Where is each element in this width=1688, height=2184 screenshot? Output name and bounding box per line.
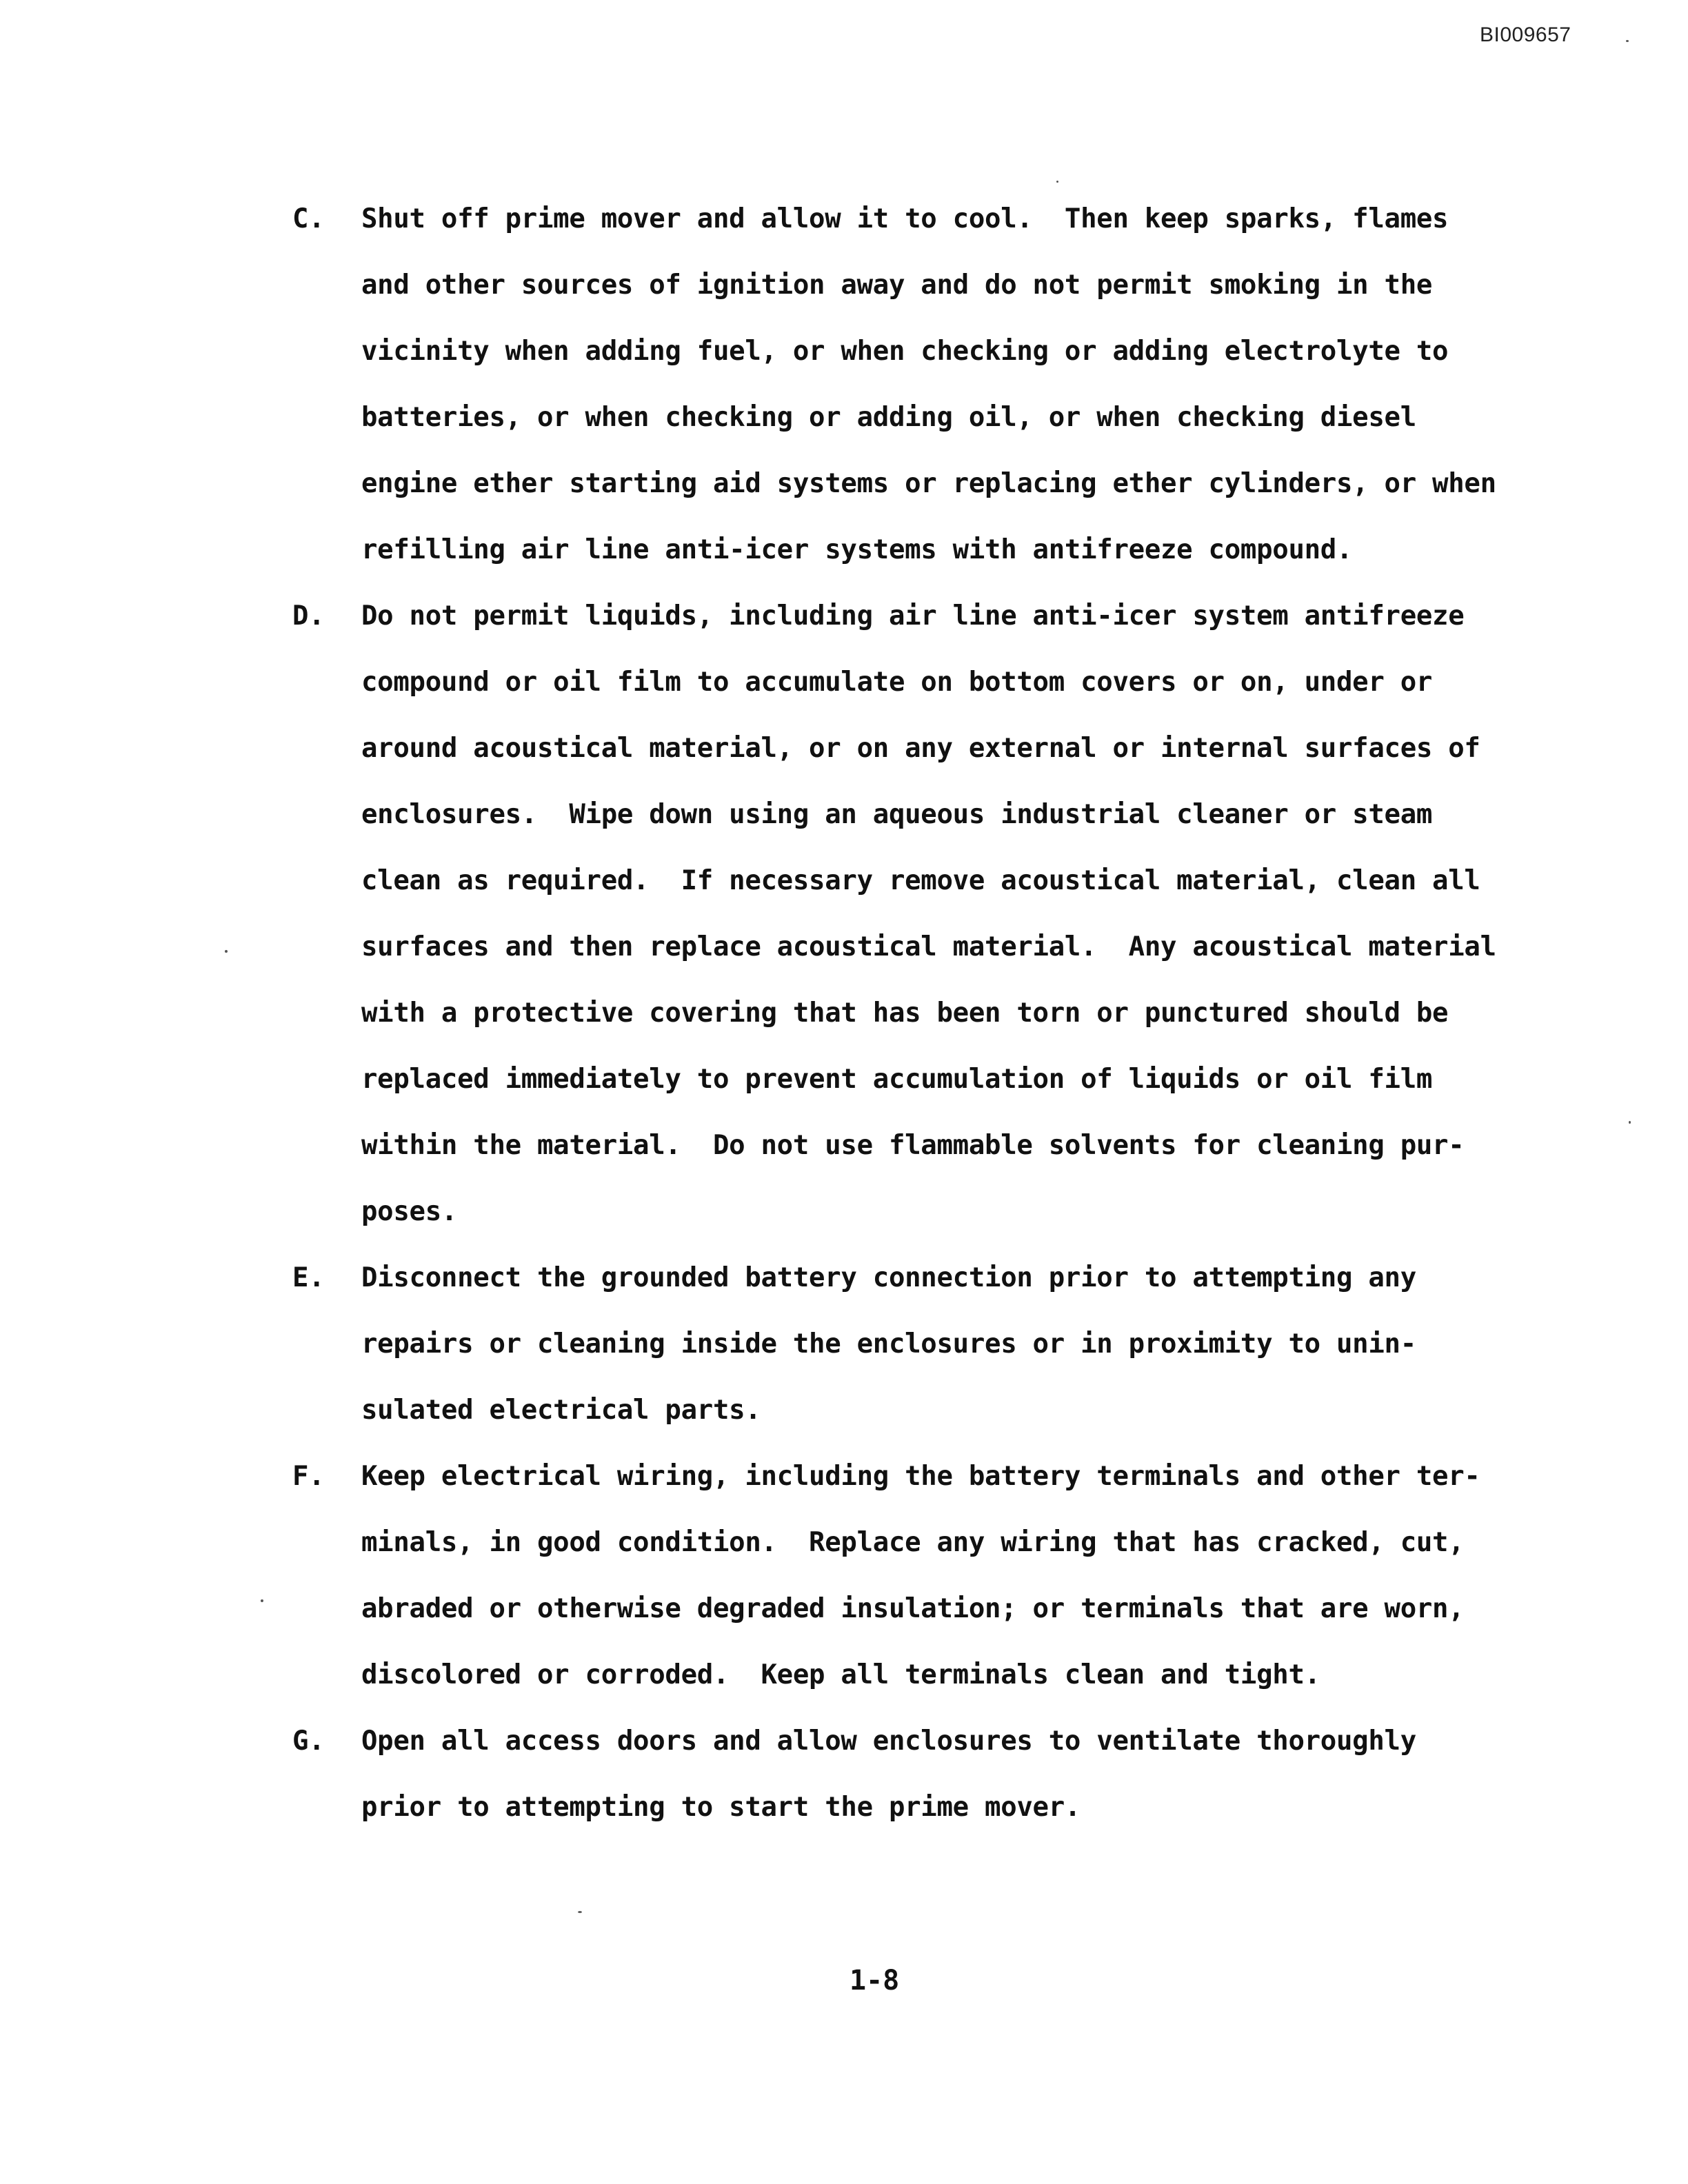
list-item-e bbox=[0, 1245, 1688, 1444]
scan-speck bbox=[225, 950, 228, 953]
item-letter: E. bbox=[292, 1262, 325, 1293]
list-item-d bbox=[0, 583, 1688, 1245]
text-line: sulated electrical parts. bbox=[361, 1395, 761, 1426]
text-line: engine ether starting aid systems or replacing ether cylinders, or when bbox=[361, 468, 1496, 499]
text-line: prior to attempting to start the prime mover. bbox=[361, 1792, 1081, 1823]
item-letter: D. bbox=[292, 600, 325, 631]
list-item-g bbox=[0, 1708, 1688, 1841]
page-number: 1-8 bbox=[850, 1965, 900, 1996]
text-line: Open all access doors and allow enclosures to ventilate thoroughly bbox=[361, 1726, 1416, 1757]
text-line: minals, in good condition. Replace any wiring that has cracked, cut, bbox=[361, 1527, 1465, 1558]
text-line: replaced immediately to prevent accumulation of liquids or oil film bbox=[361, 1064, 1433, 1095]
text-line: enclosures. Wipe down using an aqueous industrial cleaner or steam bbox=[361, 799, 1433, 830]
text-line: repairs or cleaning inside the enclosures or in proximity to unin- bbox=[361, 1328, 1416, 1359]
text-line: around acoustical material, or on any external or internal surfaces of bbox=[361, 733, 1480, 764]
item-letter: G. bbox=[292, 1726, 325, 1757]
text-line: within the material. Do not use flammable solvents for cleaning pur- bbox=[361, 1130, 1465, 1161]
safety-instructions-list bbox=[0, 186, 1688, 1841]
scan-speck bbox=[1626, 40, 1629, 42]
text-line: and other sources of ignition away and do not permit smoking in the bbox=[361, 270, 1433, 301]
text-line: Shut off prime mover and allow it to cool. Then keep sparks, flames bbox=[361, 203, 1449, 234]
scan-speck bbox=[261, 1599, 263, 1602]
item-letter: C. bbox=[292, 203, 325, 234]
text-line: Do not permit liquids, including air line anti-icer system antifreeze bbox=[361, 600, 1465, 631]
text-line: compound or oil film to accumulate on bottom covers or on, under or bbox=[361, 667, 1433, 698]
text-line: vicinity when adding fuel, or when checking or adding electrolyte to bbox=[361, 336, 1449, 367]
list-item-f bbox=[0, 1444, 1688, 1708]
text-line: clean as required. If necessary remove acoustical material, clean all bbox=[361, 865, 1480, 896]
text-line: Disconnect the grounded battery connection prior to attempting any bbox=[361, 1262, 1416, 1293]
scan-speck bbox=[1056, 181, 1058, 183]
text-line: discolored or corroded. Keep all terminals clean and tight. bbox=[361, 1659, 1320, 1690]
list-item-c bbox=[0, 186, 1688, 583]
text-line: with a protective covering that has been torn or punctured should be bbox=[361, 998, 1449, 1029]
document-id: BI009657 bbox=[1480, 23, 1571, 46]
text-line: abraded or otherwise degraded insulation; or terminals that are worn, bbox=[361, 1593, 1465, 1624]
text-line: refilling air line anti-icer systems with antifreeze compound. bbox=[361, 534, 1353, 565]
text-line: batteries, or when checking or adding oil, or when checking diesel bbox=[361, 402, 1416, 433]
text-line: surfaces and then replace acoustical material. Any acoustical material bbox=[361, 931, 1496, 962]
text-line: poses. bbox=[361, 1196, 458, 1227]
scan-speck bbox=[578, 1911, 582, 1913]
text-line: Keep electrical wiring, including the battery terminals and other ter- bbox=[361, 1461, 1480, 1492]
item-letter: F. bbox=[292, 1461, 325, 1492]
scan-speck bbox=[1629, 1121, 1631, 1124]
